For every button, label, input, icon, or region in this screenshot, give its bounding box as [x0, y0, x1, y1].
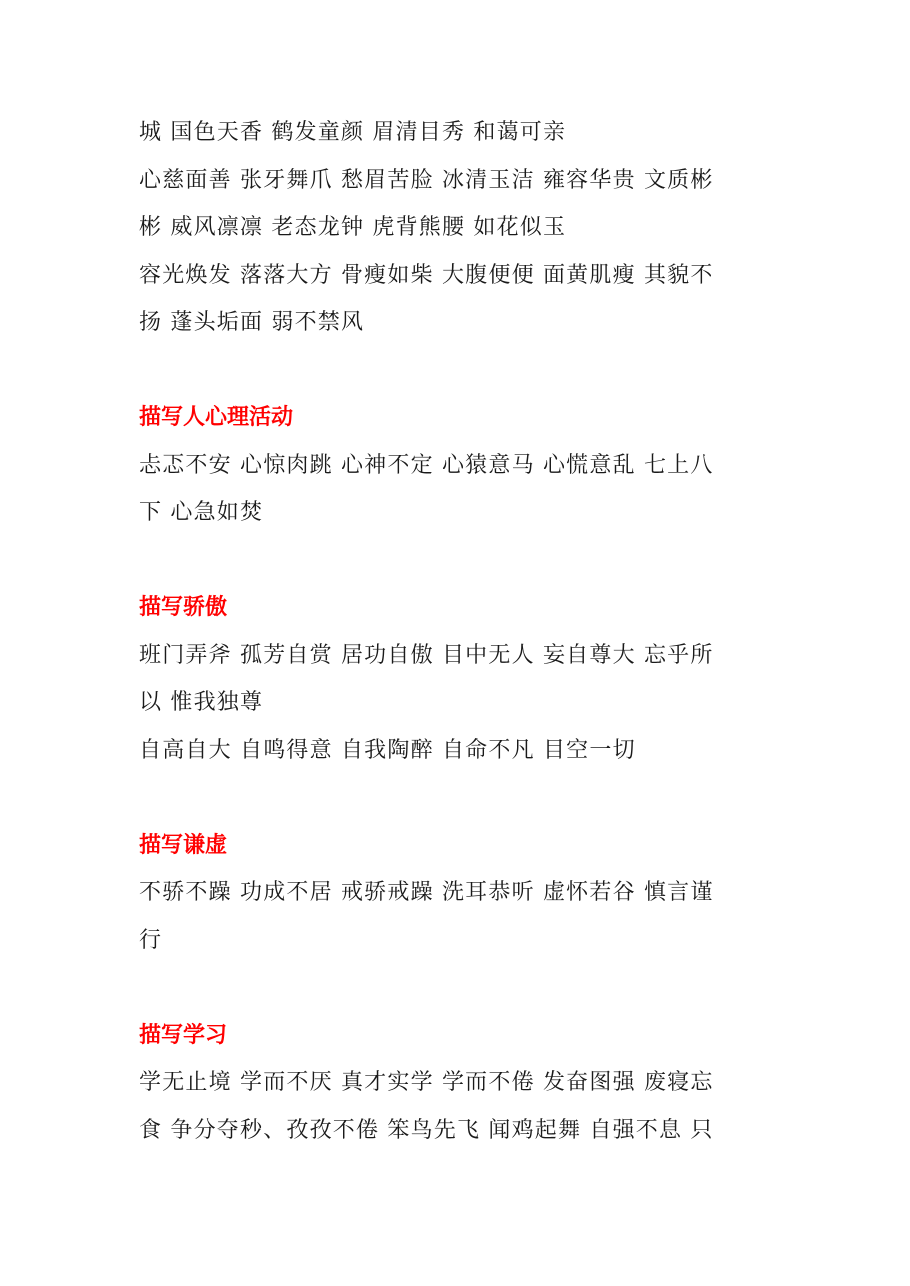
- section-appearance-continued: [139, 109, 779, 347]
- section-spacer: [139, 774, 779, 822]
- section-heading: 描写人心理活动: [139, 405, 294, 430]
- section-heading: 描写谦虚: [139, 832, 228, 858]
- idiom-line: 城 国色天香 鹤发童颜 眉清目秀 和蔼可亲: [139, 120, 567, 145]
- idiom-line: 下 心急如焚: [139, 500, 264, 525]
- idiom-line: 忐忑不安 心惊肉跳 心神不定 心猿意马 心慌意乱 七上八: [139, 452, 714, 478]
- idiom-line: 彬 威风凛凛 老态龙钟 虎背熊腰 如花似玉: [139, 215, 567, 240]
- idiom-line: 行: [139, 927, 163, 953]
- idiom-line: 扬 蓬头垢面 弱不禁风: [139, 310, 365, 335]
- idiom-line: 容光焕发 落落大方 骨瘦如柴 大腹便便 面黄肌瘦 其貌不: [139, 262, 714, 288]
- idiom-line: 食 争分夺秒、孜孜不倦 笨鸟先飞 闻鸡起舞 自强不息 只: [139, 1117, 714, 1143]
- section-spacer: [139, 964, 779, 1012]
- idiom-line: 心慈面善 张牙舞爪 愁眉苦脸 冰清玉洁 雍容华贵 文质彬: [139, 167, 714, 193]
- idiom-line: 班门弄斧 孤芳自赏 居功自傲 目中无人 妄自尊大 忘乎所: [139, 642, 714, 668]
- idiom-line: 学无止境 学而不厌 真才实学 学而不倦 发奋图强 废寝忘: [139, 1070, 714, 1095]
- idiom-line: 不骄不躁 功成不居 戒骄戒躁 洗耳恭听 虚怀若谷 慎言谨: [139, 880, 714, 905]
- idiom-line: 自高自大 自鸣得意 自我陶醉 自命不凡 目空一切: [139, 737, 636, 763]
- section-psychology: [139, 394, 779, 537]
- section-heading: 描写学习: [139, 1022, 228, 1048]
- section-arrogance: [139, 584, 779, 774]
- idiom-line: 以 惟我独尊: [139, 690, 264, 715]
- section-spacer: [139, 347, 779, 395]
- section-heading: 描写骄傲: [139, 595, 228, 620]
- section-modesty: [139, 822, 779, 965]
- section-spacer: [139, 537, 779, 585]
- document-page: [139, 109, 779, 1154]
- section-study: [139, 1012, 779, 1155]
